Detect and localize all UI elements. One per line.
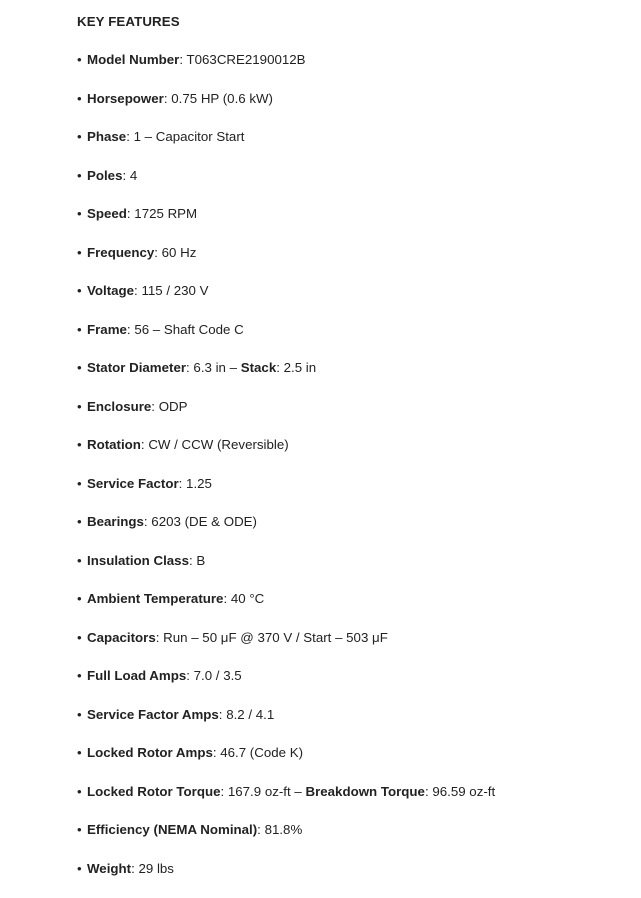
feature-label: Ambient Temperature (87, 591, 223, 606)
feature-colon: : (223, 591, 230, 606)
feature-colon: : (220, 784, 227, 799)
bullet-icon: • (77, 821, 87, 839)
bullet-icon: • (77, 744, 87, 762)
bullet-icon: • (77, 51, 87, 69)
feature-value: 8.2 / 4.1 (226, 707, 274, 722)
feature-item (77, 629, 495, 668)
feature-colon: : (257, 822, 264, 837)
feature-item (77, 667, 495, 706)
feature-value: 6203 (DE & ODE) (151, 514, 257, 529)
feature-colon: : (219, 707, 226, 722)
feature-value: 60 Hz (162, 245, 197, 260)
feature-colon: : (122, 168, 129, 183)
feature-colon: : (134, 283, 141, 298)
feature-colon: : (126, 129, 133, 144)
bullet-icon: • (77, 706, 87, 724)
feature-label: Locked Rotor Amps (87, 745, 213, 760)
feature-label: Locked Rotor Torque (87, 784, 220, 799)
feature-colon: : (154, 245, 161, 260)
feature-item (77, 475, 495, 514)
feature-value: 0.75 HP (0.6 kW) (171, 91, 273, 106)
feature-colon: : (131, 861, 138, 876)
feature-item (77, 860, 495, 898)
feature-value: 46.7 (Code K) (220, 745, 303, 760)
feature-label: Bearings (87, 514, 144, 529)
feature-value: 6.3 in – (193, 360, 240, 375)
bullet-icon: • (77, 321, 87, 339)
feature-label: Poles (87, 168, 122, 183)
feature-label: Frequency (87, 245, 154, 260)
feature-label-secondary: Breakdown Torque (305, 784, 424, 799)
feature-value: 40 °C (231, 591, 264, 606)
feature-colon: : (144, 514, 151, 529)
bullet-icon: • (77, 167, 87, 185)
feature-label: Service Factor Amps (87, 707, 219, 722)
feature-label: Speed (87, 206, 127, 221)
feature-value: 7.0 / 3.5 (194, 668, 242, 683)
feature-value: 167.9 oz-ft – (228, 784, 306, 799)
feature-item (77, 282, 495, 321)
feature-item (77, 205, 495, 244)
feature-item (77, 359, 495, 398)
feature-value: ODP (159, 399, 188, 414)
feature-item (77, 90, 495, 129)
feature-label: Weight (87, 861, 131, 876)
bullet-icon: • (77, 552, 87, 570)
bullet-icon: • (77, 783, 87, 801)
feature-value: 115 / 230 V (141, 283, 208, 298)
feature-label: Efficiency (NEMA Nominal) (87, 822, 257, 837)
feature-label: Model Number (87, 52, 179, 67)
bullet-icon: • (77, 860, 87, 878)
section-heading: KEY FEATURES (77, 13, 627, 31)
feature-list (77, 51, 495, 898)
feature-value: 81.8% (265, 822, 303, 837)
feature-colon: : (189, 553, 196, 568)
feature-item (77, 590, 495, 629)
feature-colon: : (425, 784, 432, 799)
feature-value-secondary: 2.5 in (284, 360, 317, 375)
feature-item (77, 244, 495, 283)
feature-label-secondary: Stack (241, 360, 276, 375)
feature-colon: : (127, 322, 134, 337)
feature-value: 1.25 (186, 476, 212, 491)
feature-item (77, 51, 495, 90)
bullet-icon: • (77, 629, 87, 647)
feature-value: CW / CCW (Reversible) (148, 437, 288, 452)
bullet-icon: • (77, 513, 87, 531)
feature-colon: : (151, 399, 158, 414)
feature-item (77, 783, 495, 822)
bullet-icon: • (77, 282, 87, 300)
bullet-icon: • (77, 475, 87, 493)
feature-colon: : (179, 476, 186, 491)
feature-label: Frame (87, 322, 127, 337)
key-features-section (77, 13, 627, 31)
feature-colon: : (141, 437, 148, 452)
feature-item (77, 436, 495, 475)
feature-item (77, 706, 495, 745)
feature-colon: : (186, 360, 193, 375)
bullet-icon: • (77, 398, 87, 416)
bullet-icon: • (77, 436, 87, 454)
bullet-icon: • (77, 359, 87, 377)
feature-value: 56 – Shaft Code C (134, 322, 243, 337)
feature-value: 1725 RPM (134, 206, 197, 221)
feature-label: Voltage (87, 283, 134, 298)
bullet-icon: • (77, 128, 87, 146)
feature-colon: : (127, 206, 134, 221)
feature-colon: : (186, 668, 193, 683)
feature-item (77, 513, 495, 552)
bullet-icon: • (77, 90, 87, 108)
feature-item (77, 128, 495, 167)
feature-label: Stator Diameter (87, 360, 186, 375)
feature-value: 1 – Capacitor Start (134, 129, 245, 144)
feature-colon: : (179, 52, 186, 67)
feature-label: Service Factor (87, 476, 179, 491)
feature-label: Capacitors (87, 630, 156, 645)
feature-colon: : (276, 360, 283, 375)
feature-item (77, 552, 495, 591)
feature-value: B (196, 553, 205, 568)
feature-label: Horsepower (87, 91, 164, 106)
feature-value: 29 lbs (138, 861, 173, 876)
feature-label: Full Load Amps (87, 668, 186, 683)
bullet-icon: • (77, 205, 87, 223)
feature-value: Run – 50 μF @ 370 V / Start – 503 μF (163, 630, 388, 645)
feature-item (77, 398, 495, 437)
feature-colon: : (213, 745, 220, 760)
bullet-icon: • (77, 244, 87, 262)
feature-item (77, 821, 495, 860)
feature-colon: : (164, 91, 171, 106)
feature-label: Enclosure (87, 399, 151, 414)
feature-item (77, 167, 495, 206)
feature-value-secondary: 96.59 oz-ft (432, 784, 495, 799)
feature-value: T063CRE2190012B (187, 52, 306, 67)
feature-value: 4 (130, 168, 137, 183)
feature-item (77, 744, 495, 783)
feature-label: Rotation (87, 437, 141, 452)
feature-colon: : (156, 630, 163, 645)
feature-label: Phase (87, 129, 126, 144)
bullet-icon: • (77, 590, 87, 608)
bullet-icon: • (77, 667, 87, 685)
feature-label: Insulation Class (87, 553, 189, 568)
feature-item (77, 321, 495, 360)
